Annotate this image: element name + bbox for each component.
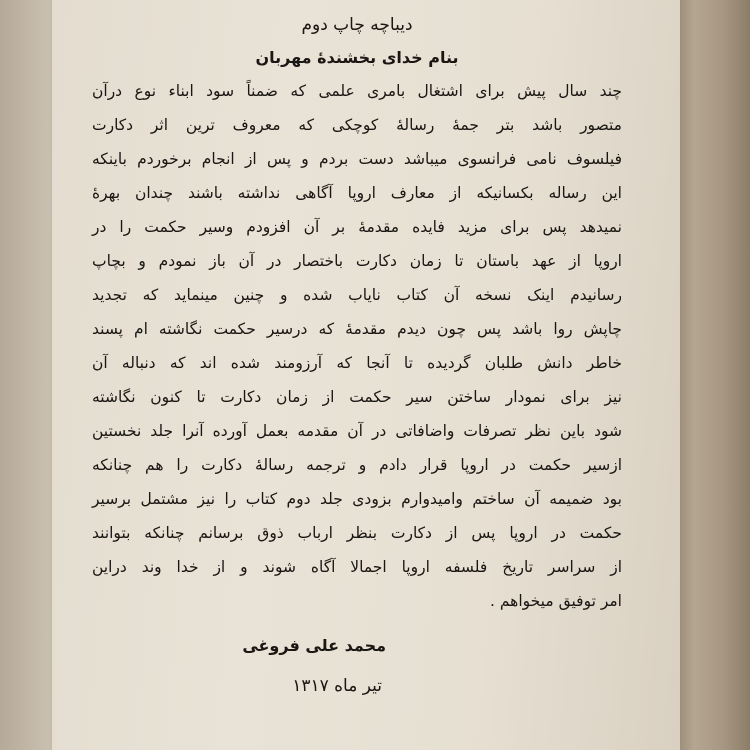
text-line: رسانیدم اینک نسخه آن کتاب نایاب شده و چنین مینماید که تجدید xyxy=(92,286,622,304)
page-edges xyxy=(680,0,750,750)
text-line: ازسیر حکمت در اروپا قرار دادم و ترجمه رسالهٔ دکارت را هم چنانکه xyxy=(92,456,622,474)
text-line-last: امر توفیق میخواهم . xyxy=(490,592,622,610)
invocation-line: بنام خدای بخشندهٔ مهربان xyxy=(255,48,459,67)
text-line: بود ضمیمه آن ساختم وامیدوارم بزودی جلد دوم کتاب را نیز مشتمل برسیر xyxy=(92,490,622,508)
text-line: نیز برای نمودار ساختن سیر حکمت از زمان دکارت تا کنون نگاشته xyxy=(92,388,622,406)
text-line: نمیدهد پس برای مزید فایده مقدمهٔ بر آن افزودم وسیر حکمت را در xyxy=(92,218,622,236)
book-spine-shadow xyxy=(0,0,60,750)
text-line: از سراسر تاریخ فلسفه اروپا اجمالا آگاه شوند و از خدا وند دراین xyxy=(92,558,622,576)
text-line: این رساله بکسانیکه از معارف اروپا آگاهی نداشته باشند چندان بهرهٔ xyxy=(92,184,622,202)
text-line: حکمت در اروپا پس از دکارت بنظر ارباب ذوق برسانم چنانکه بتوانند xyxy=(92,524,622,542)
text-line: متصور باشد بتر جمهٔ رسالهٔ کوچکی که معروف ترین اثر دکارت xyxy=(92,116,622,134)
author-signature: محمد علی فروغی xyxy=(242,636,386,655)
text-line: خاطر دانش طلبان گردیده تا آنجا که آرزومند شده اند که دنباله آن xyxy=(92,354,622,372)
preface-text xyxy=(92,8,622,706)
text-line: اروپا از عهد باستان تا زمان دکارت باختصار در آن باز نمودم و بچاپ xyxy=(92,252,622,270)
text-line: چند سال پیش برای اشتغال بامری علمی که ضمناً سود ابناء نوع درآن xyxy=(92,82,622,100)
text-line: چاپش روا باشد پس چون دیدم مقدمهٔ که درسیر حکمت نگاشته ام پسند xyxy=(92,320,622,338)
preface-title: دیباچه چاپ دوم xyxy=(301,15,413,35)
text-line: فیلسوف نامی فرانسوی میباشد دست بردم و پس از انجام برخوردم باینکه xyxy=(92,150,622,168)
date-line: تیر ماه ۱۳۱۷ xyxy=(292,676,382,696)
text-line: شود باین نظر تصرفات واضافاتی در آن مقدمه بعمل آورده آنرا جلد نخستین xyxy=(92,422,622,440)
